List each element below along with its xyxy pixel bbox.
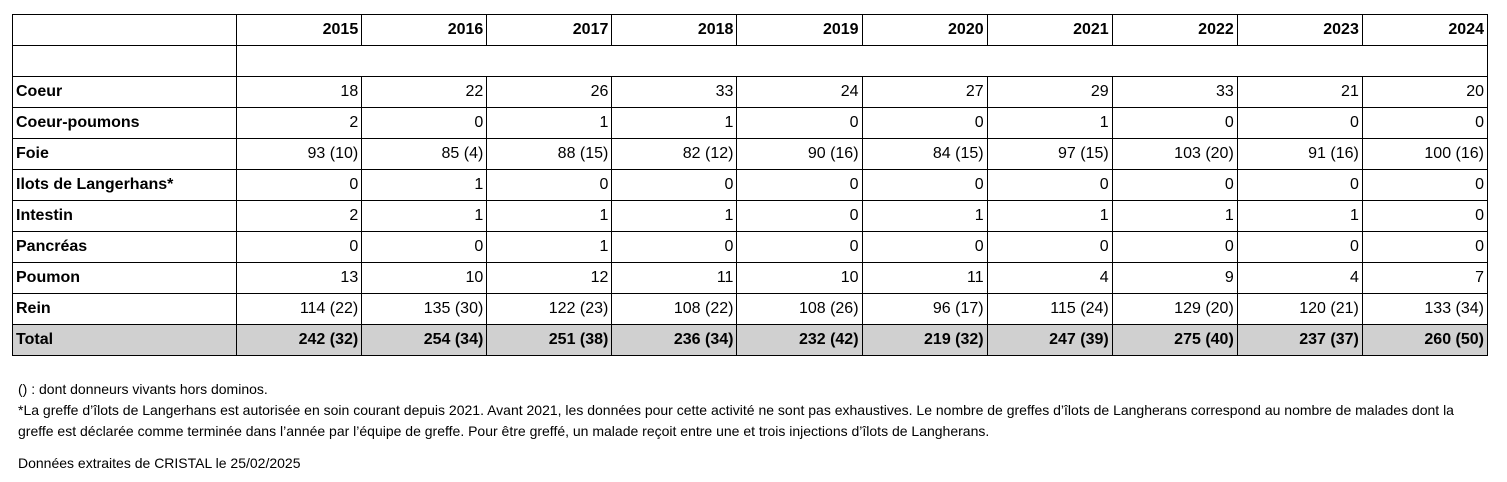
table-cell: 0 <box>862 232 987 263</box>
footnote: *La greffe d’îlots de Langerhans est autorisée en soin courant depuis 2021. Avant 2021, les données pour cette activité ne sont pas exhaustives. Le nombre de greffes d’îlots de Langherans correspond au nombre de malades dont la greffe est déclarée comme terminée dans l’année par l’équipe de greffe. Pour être greffé, un malade reçoit entre une et trois injections d’îlots de Langherans. <box>18 402 1454 439</box>
row-label: Poumon <box>13 263 237 294</box>
table-cell: 26 <box>487 77 612 108</box>
table-cell: 232 (42) <box>737 325 862 356</box>
spacer-cell <box>13 46 237 77</box>
table-cell: 10 <box>362 263 487 294</box>
table-cell: 1 <box>612 108 737 139</box>
table-cell: 13 <box>237 263 362 294</box>
table-cell: 0 <box>737 108 862 139</box>
table-cell: 11 <box>862 263 987 294</box>
table-cell: 24 <box>737 77 862 108</box>
table-cell: 242 (32) <box>237 325 362 356</box>
spacer-cell <box>237 46 1488 77</box>
table-cell: 82 (12) <box>612 139 737 170</box>
table-cell: 0 <box>737 232 862 263</box>
table-cell: 85 (4) <box>362 139 487 170</box>
table-cell: 29 <box>987 77 1112 108</box>
table-cell: 0 <box>612 170 737 201</box>
table-cell: 1 <box>1112 201 1237 232</box>
year-header: 2015 <box>237 15 362 46</box>
table-cell: 236 (34) <box>612 325 737 356</box>
table-cell: 1 <box>612 201 737 232</box>
table-cell: 0 <box>362 108 487 139</box>
table-cell: 91 (16) <box>1237 139 1362 170</box>
table-cell: 1 <box>987 108 1112 139</box>
table-row <box>13 294 1488 325</box>
table-cell: 22 <box>362 77 487 108</box>
table-cell: 7 <box>1362 263 1487 294</box>
table-cell: 4 <box>1237 263 1362 294</box>
year-header: 2020 <box>862 15 987 46</box>
row-label: Rein <box>13 294 237 325</box>
header-row <box>13 15 1488 46</box>
table-cell: 93 (10) <box>237 139 362 170</box>
table-row <box>13 232 1488 263</box>
table-row <box>13 77 1488 108</box>
table-cell: 103 (20) <box>1112 139 1237 170</box>
table-cell: 129 (20) <box>1112 294 1237 325</box>
table-cell: 260 (50) <box>1362 325 1487 356</box>
table-cell: 12 <box>487 263 612 294</box>
table-cell: 0 <box>237 170 362 201</box>
table-cell: 0 <box>862 170 987 201</box>
year-header: 2021 <box>987 15 1112 46</box>
total-row <box>13 325 1488 356</box>
table-cell: 1 <box>987 201 1112 232</box>
spacer-row <box>13 46 1488 77</box>
row-label: Coeur-poumons <box>13 108 237 139</box>
table-cell: 0 <box>987 232 1112 263</box>
table-cell: 84 (15) <box>862 139 987 170</box>
table-cell: 90 (16) <box>737 139 862 170</box>
table-row <box>13 263 1488 294</box>
table-cell: 10 <box>737 263 862 294</box>
table-cell: 237 (37) <box>1237 325 1362 356</box>
table-cell: 9 <box>1112 263 1237 294</box>
row-label: Coeur <box>13 77 237 108</box>
row-label: Ilots de Langerhans* <box>13 170 237 201</box>
year-header: 2022 <box>1112 15 1237 46</box>
table-cell: 21 <box>1237 77 1362 108</box>
table-cell: 0 <box>737 201 862 232</box>
table-cell: 0 <box>1362 170 1487 201</box>
table-cell: 133 (34) <box>1362 294 1487 325</box>
table-cell: 1 <box>362 170 487 201</box>
year-header: 2019 <box>737 15 862 46</box>
table-cell: 0 <box>487 170 612 201</box>
table-cell: 0 <box>862 108 987 139</box>
year-header: 2018 <box>612 15 737 46</box>
year-header: 2016 <box>362 15 487 46</box>
table-cell: 20 <box>1362 77 1487 108</box>
row-label: Total <box>13 325 237 356</box>
table-cell: 97 (15) <box>987 139 1112 170</box>
table-cell: 108 (22) <box>612 294 737 325</box>
table-cell: 1 <box>487 232 612 263</box>
table-cell: 88 (15) <box>487 139 612 170</box>
table-cell: 0 <box>1237 232 1362 263</box>
table-notes <box>18 379 1488 474</box>
table-cell: 27 <box>862 77 987 108</box>
table-row <box>13 170 1488 201</box>
row-label: Pancréas <box>13 232 237 263</box>
table-cell: 0 <box>987 170 1112 201</box>
table-row <box>13 139 1488 170</box>
table-cell: 1 <box>862 201 987 232</box>
table-cell: 122 (23) <box>487 294 612 325</box>
table-cell: 1 <box>362 201 487 232</box>
table-cell: 115 (24) <box>987 294 1112 325</box>
table-cell: 0 <box>362 232 487 263</box>
table-cell: 114 (22) <box>237 294 362 325</box>
table-cell: 0 <box>1112 232 1237 263</box>
table-cell: 0 <box>1237 108 1362 139</box>
table-cell: 219 (32) <box>862 325 987 356</box>
table-cell: 251 (38) <box>487 325 612 356</box>
table-cell: 2 <box>237 201 362 232</box>
table-row <box>13 108 1488 139</box>
table-cell: 0 <box>1112 170 1237 201</box>
table-cell: 100 (16) <box>1362 139 1487 170</box>
table-cell: 1 <box>1237 201 1362 232</box>
table-cell: 0 <box>612 232 737 263</box>
legend-note: () : dont donneurs vivants hors dominos. <box>18 381 268 397</box>
source-note: Données extraites de CRISTAL le 25/02/2025 <box>18 455 301 471</box>
table-cell: 96 (17) <box>862 294 987 325</box>
transplant-table <box>12 14 1488 356</box>
header-corner-cell <box>13 15 237 46</box>
table-cell: 0 <box>237 232 362 263</box>
table-cell: 108 (26) <box>737 294 862 325</box>
row-label: Intestin <box>13 201 237 232</box>
table-cell: 33 <box>1112 77 1237 108</box>
year-header: 2024 <box>1362 15 1487 46</box>
table-cell: 4 <box>987 263 1112 294</box>
table-row <box>13 201 1488 232</box>
table-cell: 0 <box>1362 108 1487 139</box>
table-cell: 0 <box>1362 232 1487 263</box>
table-cell: 18 <box>237 77 362 108</box>
table-cell: 120 (21) <box>1237 294 1362 325</box>
table-cell: 2 <box>237 108 362 139</box>
table-cell: 0 <box>1112 108 1237 139</box>
table-cell: 1 <box>487 201 612 232</box>
year-header: 2023 <box>1237 15 1362 46</box>
table-cell: 135 (30) <box>362 294 487 325</box>
table-cell: 0 <box>1362 201 1487 232</box>
table-cell: 247 (39) <box>987 325 1112 356</box>
table-cell: 0 <box>737 170 862 201</box>
row-label: Foie <box>13 139 237 170</box>
table-cell: 254 (34) <box>362 325 487 356</box>
table-cell: 0 <box>1237 170 1362 201</box>
table-cell: 1 <box>487 108 612 139</box>
year-header: 2017 <box>487 15 612 46</box>
table-cell: 33 <box>612 77 737 108</box>
table-cell: 275 (40) <box>1112 325 1237 356</box>
table-cell: 11 <box>612 263 737 294</box>
